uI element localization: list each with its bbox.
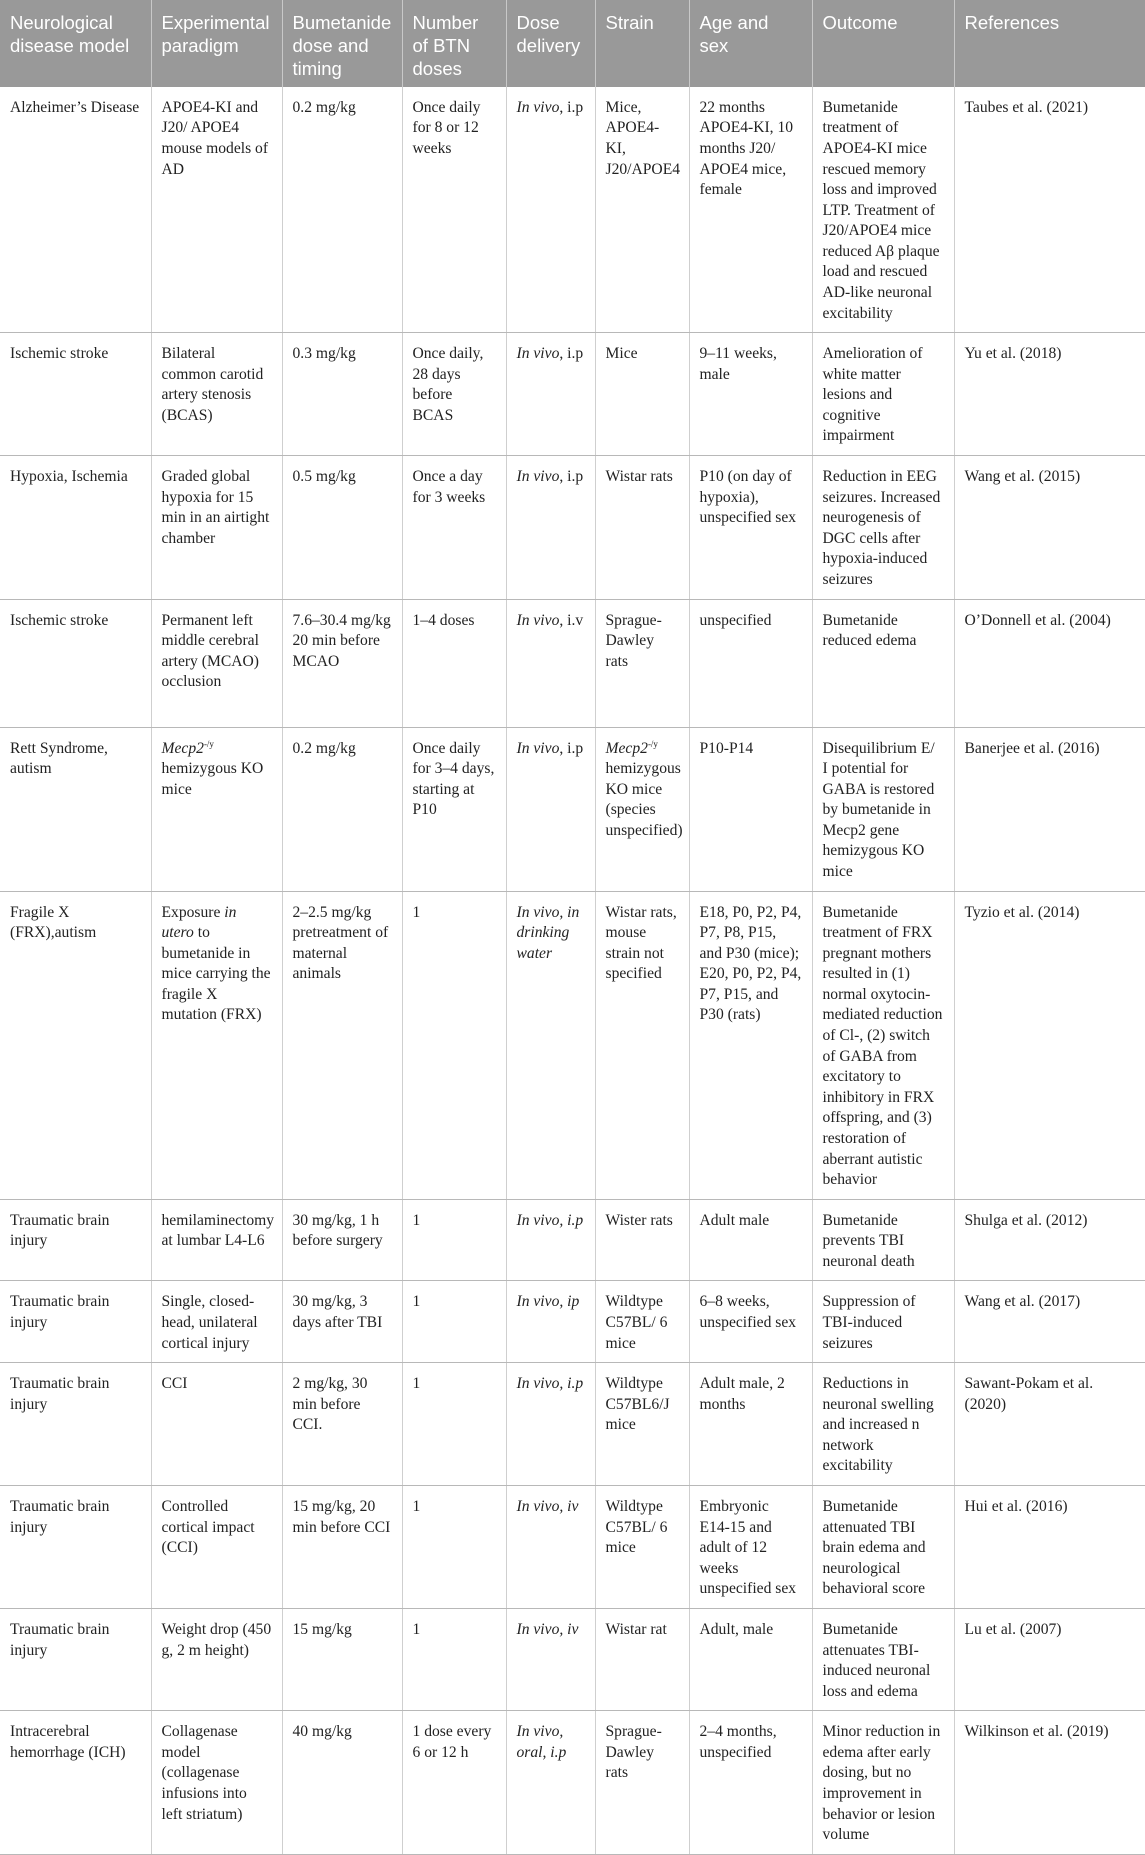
cell-number-doses: 1	[402, 1608, 506, 1710]
cell-disease-model: Fragile X (FRX),autism	[0, 891, 151, 1199]
cell-dose-timing: 7.6–30.4 mg/kg 20 min before MCAO	[282, 599, 402, 727]
table-body	[0, 87, 1145, 1854]
cell-experimental-paradigm: Collagenase model (collagenase infusions into left striatum)	[151, 1711, 282, 1854]
table-row	[0, 1711, 1145, 1854]
cell-strain: Mice	[595, 333, 689, 456]
cell-age-sex: P10-P14	[689, 727, 812, 891]
cell-experimental-paradigm: Single, closed-head, unilateral cortical injury	[151, 1281, 282, 1363]
cell-dose-timing: 2–2.5 mg/kg pretreatment of maternal animals	[282, 891, 402, 1199]
delivery-italic-text: In vivo, iv	[516, 1498, 579, 1516]
strain-text: hemizygous KO mice (species unspecified)	[605, 760, 683, 840]
cell-number-doses: 1	[402, 1199, 506, 1281]
cell-outcome: Bumetanide prevents TBI neuronal death	[812, 1199, 954, 1281]
paradigm-superscript: -/y	[203, 738, 214, 749]
delivery-text: , i.p	[559, 468, 584, 486]
header-references: References	[954, 0, 1145, 87]
header-row	[0, 0, 1145, 87]
cell-number-doses: Once a day for 3 weeks	[402, 456, 506, 599]
paradigm-text: hemizygous KO mice	[161, 760, 264, 798]
cell-dose-timing: 30 mg/kg, 1 h before surgery	[282, 1199, 402, 1281]
delivery-text: , i.p	[559, 739, 584, 757]
cell-reference: Banerjee et al. (2016)	[954, 727, 1145, 891]
cell-disease-model: Rett Syndrome, autism	[0, 727, 151, 891]
table-header	[0, 0, 1145, 87]
table-row	[0, 87, 1145, 333]
cell-dose-timing: 0.3 mg/kg	[282, 333, 402, 456]
cell-age-sex: 22 months APOE4-KI, 10 months J20/ APOE4 mice, female	[689, 87, 812, 333]
table-row	[0, 1608, 1145, 1710]
cell-age-sex: Embryonic E14-15 and adult of 12 weeks unspecified sex	[689, 1486, 812, 1609]
cell-dose-timing: 15 mg/kg	[282, 1608, 402, 1710]
table-row	[0, 1363, 1145, 1486]
header-age-sex: Age and sex	[689, 0, 812, 87]
table-row	[0, 891, 1145, 1199]
header-outcome: Outcome	[812, 0, 954, 87]
cell-strain	[595, 727, 689, 891]
cell-outcome: Suppression of TBI-induced seizures	[812, 1281, 954, 1363]
table-row	[0, 1486, 1145, 1609]
header-strain: Strain	[595, 0, 689, 87]
cell-age-sex: P10 (on day of hypoxia), unspecified sex	[689, 456, 812, 599]
cell-disease-model: Traumatic brain injury	[0, 1363, 151, 1486]
cell-experimental-paradigm: Bilateral common carotid artery stenosis (BCAS)	[151, 333, 282, 456]
delivery-italic-text: In vivo, iv	[516, 1620, 579, 1638]
cell-reference: Taubes et al. (2021)	[954, 87, 1145, 333]
cell-number-doses: 1	[402, 1486, 506, 1609]
cell-experimental-paradigm: APOE4-KI and J20/ APOE4 mouse models of AD	[151, 87, 282, 333]
delivery-italic-text: In vivo, i.p	[516, 1375, 584, 1393]
cell-outcome: Reduction in EEG seizures. Increased neurogenesis of DGC cells after hypoxia-induced seizures	[812, 456, 954, 599]
cell-age-sex: E18, P0, P2, P4, P7, P8, P15, and P30 (mice); E20, P0, P2, P4, P7, P15, and P30 (rats)	[689, 891, 812, 1199]
cell-age-sex: Adult, male	[689, 1608, 812, 1710]
cell-age-sex: 9–11 weeks, male	[689, 333, 812, 456]
delivery-italic-text: In vivo	[516, 345, 560, 363]
cell-reference: Shulga et al. (2012)	[954, 1199, 1145, 1281]
header-dose-timing: Bumetanide dose and timing	[282, 0, 402, 87]
table-row	[0, 456, 1145, 599]
strain-italic-text: Mecp2	[605, 739, 648, 757]
cell-strain: Wister rats	[595, 1199, 689, 1281]
cell-number-doses: 1	[402, 1281, 506, 1363]
cell-outcome: Bumetanide reduced edema	[812, 599, 954, 727]
cell-reference: Lu et al. (2007)	[954, 1608, 1145, 1710]
cell-disease-model: Traumatic brain injury	[0, 1199, 151, 1281]
delivery-text: , i.p	[559, 345, 584, 363]
delivery-italic-text: In vivo, oral, i.p	[516, 1723, 567, 1761]
cell-strain: Sprague-Dawley rats	[595, 599, 689, 727]
paradigm-text: to bumetanide in mice carrying the fragile X mutation (FRX)	[161, 924, 271, 1024]
cell-strain: Sprague-Dawley rats	[595, 1711, 689, 1854]
cell-number-doses: 1–4 doses	[402, 599, 506, 727]
cell-experimental-paradigm: hemilaminectomy at lumbar L4-L6	[151, 1199, 282, 1281]
cell-dose-timing: 40 mg/kg	[282, 1711, 402, 1854]
cell-reference: Tyzio et al. (2014)	[954, 891, 1145, 1199]
header-dose-delivery: Dose delivery	[506, 0, 595, 87]
strain-superscript: -/y	[647, 738, 658, 749]
delivery-text: , i.p	[559, 98, 584, 116]
cell-dose-delivery	[506, 727, 595, 891]
delivery-italic-text: In vivo	[516, 739, 560, 757]
cell-experimental-paradigm: Permanent left middle cerebral artery (MCAO) occlusion	[151, 599, 282, 727]
delivery-italic-text: In vivo, i.p	[516, 1211, 584, 1229]
cell-dose-delivery	[506, 1363, 595, 1486]
cell-number-doses: Once daily for 8 or 12 weeks	[402, 87, 506, 333]
cell-experimental-paradigm	[151, 891, 282, 1199]
cell-dose-timing: 0.5 mg/kg	[282, 456, 402, 599]
cell-strain: Wistar rats, mouse strain not specified	[595, 891, 689, 1199]
cell-dose-delivery	[506, 1281, 595, 1363]
header-experimental-paradigm: Experimental paradigm	[151, 0, 282, 87]
cell-outcome: Reductions in neuronal swelling and increased n network excitability	[812, 1363, 954, 1486]
cell-disease-model: Alzheimer’s Disease	[0, 87, 151, 333]
cell-disease-model: Traumatic brain injury	[0, 1486, 151, 1609]
cell-reference: O’Donnell et al. (2004)	[954, 599, 1145, 727]
cell-disease-model: Intracerebral hemorrhage (ICH)	[0, 1711, 151, 1854]
delivery-italic-text: In vivo	[516, 468, 560, 486]
cell-strain: Wistar rats	[595, 456, 689, 599]
cell-outcome: Minor reduction in edema after early dosing, but no improvement in behavior or lesion volume	[812, 1711, 954, 1854]
table-row	[0, 599, 1145, 727]
cell-age-sex: 2–4 months, unspecified	[689, 1711, 812, 1854]
delivery-text: , i.v	[559, 611, 584, 629]
cell-strain: Wildtype C57BL/ 6 mice	[595, 1486, 689, 1609]
cell-strain: Wistar rat	[595, 1608, 689, 1710]
cell-disease-model: Traumatic brain injury	[0, 1608, 151, 1710]
cell-disease-model: Ischemic stroke	[0, 599, 151, 727]
cell-number-doses: Once daily, 28 days before BCAS	[402, 333, 506, 456]
table-row	[0, 1199, 1145, 1281]
delivery-italic-text: In vivo, ip	[516, 1293, 580, 1311]
cell-number-doses: 1	[402, 891, 506, 1199]
cell-age-sex: 6–8 weeks, unspecified sex	[689, 1281, 812, 1363]
cell-age-sex: unspecified	[689, 599, 812, 727]
cell-outcome: Bumetanide attenuates TBI-induced neuronal loss and edema	[812, 1608, 954, 1710]
cell-reference: Wilkinson et al. (2019)	[954, 1711, 1145, 1854]
cell-age-sex: Adult male, 2 months	[689, 1363, 812, 1486]
cell-number-doses: 1 dose every 6 or 12 h	[402, 1711, 506, 1854]
cell-experimental-paradigm: CCI	[151, 1363, 282, 1486]
cell-dose-delivery	[506, 1711, 595, 1854]
delivery-italic-text: In vivo	[516, 611, 560, 629]
cell-outcome: Bumetanide treatment of APOE4-KI mice rescued memory loss and improved LTP. Treatment of J20/APOE4 mice reduced Aβ plaque load and rescued AD-like neuronal excitability	[812, 87, 954, 333]
cell-strain: Wildtype C57BL/ 6 mice	[595, 1281, 689, 1363]
cell-outcome: Bumetanide treatment of FRX pregnant mothers resulted in (1) normal oxytocin-mediated reduction of Cl-, (2) switch of GABA from excitatory to inhibitory in FRX offspring, and (3) restoration of aberrant autistic behavior	[812, 891, 954, 1199]
delivery-italic-text: In vivo	[516, 98, 560, 116]
cell-experimental-paradigm: Graded global hypoxia for 15 min in an airtight chamber	[151, 456, 282, 599]
cell-reference: Wang et al. (2015)	[954, 456, 1145, 599]
header-number-doses: Number of BTN doses	[402, 0, 506, 87]
cell-experimental-paradigm: Weight drop (450 g, 2 m height)	[151, 1608, 282, 1710]
cell-disease-model: Hypoxia, Ischemia	[0, 456, 151, 599]
table-row	[0, 333, 1145, 456]
cell-disease-model: Traumatic brain injury	[0, 1281, 151, 1363]
cell-reference: Sawant-Pokam et al. (2020)	[954, 1363, 1145, 1486]
cell-strain: Mice, APOE4-KI, J20/APOE4	[595, 87, 689, 333]
cell-outcome: Amelioration of white matter lesions and cognitive impairment	[812, 333, 954, 456]
table-row	[0, 1281, 1145, 1363]
cell-disease-model: Ischemic stroke	[0, 333, 151, 456]
paradigm-text: Exposure	[161, 903, 225, 921]
cell-number-doses: Once daily for 3–4 days, starting at P10	[402, 727, 506, 891]
cell-outcome: Disequilibrium E/ I potential for GABA is restored by bumetanide in Mecp2 gene hemizygous KO mice	[812, 727, 954, 891]
cell-dose-timing: 15 mg/kg, 20 min before CCI	[282, 1486, 402, 1609]
paradigm-italic-text: Mecp2	[161, 739, 204, 757]
cell-dose-timing: 2 mg/kg, 30 min before CCI.	[282, 1363, 402, 1486]
header-disease-model: Neurological disease model	[0, 0, 151, 87]
cell-dose-delivery	[506, 333, 595, 456]
cell-dose-delivery	[506, 599, 595, 727]
paradigm-italic-text: in utero	[161, 903, 237, 942]
cell-dose-delivery	[506, 1608, 595, 1710]
cell-dose-delivery	[506, 1486, 595, 1609]
cell-reference: Yu et al. (2018)	[954, 333, 1145, 456]
delivery-italic-text: In vivo, in drinking water	[516, 903, 580, 962]
cell-dose-timing: 0.2 mg/kg	[282, 87, 402, 333]
cell-outcome: Bumetanide attenuated TBI brain edema and neurological behavioral score	[812, 1486, 954, 1609]
cell-experimental-paradigm: Controlled cortical impact (CCI)	[151, 1486, 282, 1609]
cell-reference: Hui et al. (2016)	[954, 1486, 1145, 1609]
cell-strain: Wildtype C57BL6/J mice	[595, 1363, 689, 1486]
cell-dose-delivery	[506, 891, 595, 1199]
cell-age-sex: Adult male	[689, 1199, 812, 1281]
cell-experimental-paradigm	[151, 727, 282, 891]
cell-dose-timing: 0.2 mg/kg	[282, 727, 402, 891]
table-row	[0, 727, 1145, 891]
cell-dose-timing: 30 mg/kg, 3 days after TBI	[282, 1281, 402, 1363]
cell-number-doses: 1	[402, 1363, 506, 1486]
cell-reference: Wang et al. (2017)	[954, 1281, 1145, 1363]
cell-dose-delivery	[506, 456, 595, 599]
cell-dose-delivery	[506, 1199, 595, 1281]
cell-dose-delivery	[506, 87, 595, 333]
